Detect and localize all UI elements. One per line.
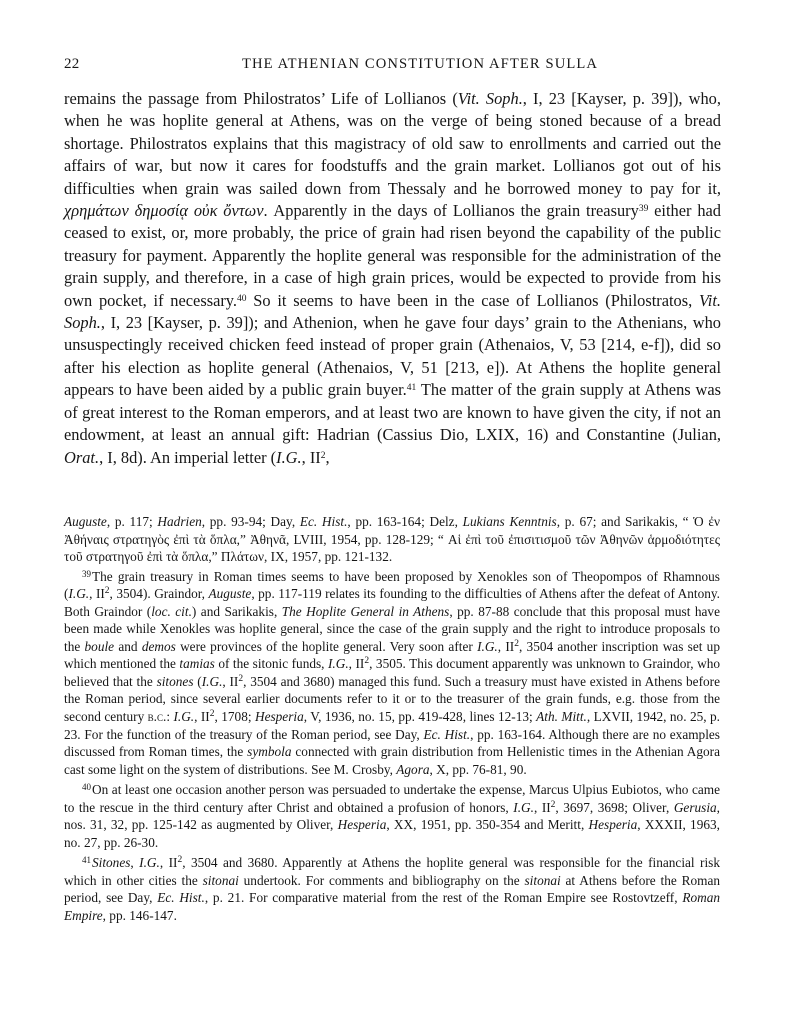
text-run: , I, 23 [Kayser, p. 39]); and Athenion, when he gave four days’ grain to the Athenians, who unsuspectingly received chicken feed instead of proper grain (Athenaios, V, 53 [214, e-f]), did so after his election as hoplite general (Athenaios, V, 51 [213, e]). At Athens the hoplite general appears to have been aided by a public grain buyer.: [64, 313, 721, 400]
italic-text: demos: [141, 638, 176, 654]
page-number: 22: [64, 56, 80, 72]
footnotes-section: [64, 513, 720, 925]
superscript: 2: [364, 656, 370, 667]
italic-text: symbola: [247, 744, 292, 760]
text-run: The matter of the grain supply at Athens was of great interest to the Roman emperors, and at least two are known to have given the city, if not an endowment, at least an annual gift: Hadrian (Cassius Dio, LXIX, 16) and Constantine (Julian,: [64, 380, 721, 445]
text-run: , XXXII, 1963, no. 27, pp. 26-30.: [64, 817, 720, 850]
text-run: , 3504 and 3680. Apparently at Athens the hoplite general was responsible for the financial risk which in other cities the: [64, 855, 720, 888]
text-run: , XX, 1951, pp. 350-354 and Meritt,: [386, 817, 589, 833]
text-run: , p. 117;: [106, 514, 158, 529]
text-run: ,: [130, 855, 140, 871]
text-run: . Apparently in the days of Lollianos the grain treasury: [263, 201, 639, 221]
italic-text: tamias: [179, 656, 215, 672]
text-run: , II: [301, 447, 321, 467]
superscript: 2: [209, 709, 215, 720]
italic-text: The Hoplite General in Athens: [281, 603, 450, 619]
text-run: , II: [159, 855, 178, 871]
text-run: On at least one occasion another person was persuaded to undertake the expense, Marcus Ulpius Eubiotos, who came to the rescue in the third century after Christ and obtained a profusion of honors,: [64, 782, 720, 815]
text-run: , II: [89, 586, 105, 602]
italic-text: Ath. Mitt.: [536, 709, 587, 725]
text-run: , pp. 93-94; Day,: [201, 514, 300, 529]
fn-41: [64, 852, 720, 924]
text-run: , 3505. This document apparently was unknown to Graindor, who believed that the: [64, 656, 720, 689]
text-run: (: [193, 673, 202, 689]
body-paragraph: [64, 88, 721, 469]
text-run: , p. 67; and Sarikakis, “ Ὁ ἐν Ἀθήναις στρατηγὸς ἐπὶ τὰ ὅπλα,” Ἀθηνᾶ, LVIII, 1954, pp. 128-129; “ Αἱ ἐπὶ τοῦ ἐπισιτισμοῦ τῶν Ἀθηνῶν ἁρμοδιότητες τοῦ στρατηγοῦ ἐπὶ τὰ ὅπλα,” Πλάτων, IX, 1957, pp. 121-132.: [64, 514, 720, 565]
text-run: , pp. 117-119 relates its founding to the difficulties of Athens after the defeat of Antony. Both Graindor (: [64, 586, 720, 619]
italic-text: I.G.: [327, 656, 349, 672]
text-run: , II: [533, 799, 551, 815]
italic-text: Hesperia: [588, 817, 638, 833]
footnote-marker: 39: [82, 568, 91, 579]
superscript: 2: [320, 450, 326, 461]
text-run: , V, 1936, no. 15, pp. 419-428, lines 12-13;: [303, 709, 537, 725]
superscript: 2: [550, 799, 556, 810]
italic-text: Agora: [396, 761, 430, 777]
text-run: , II: [194, 709, 210, 725]
italic-text: Vit. Soph.: [457, 89, 523, 108]
text-run: either had ceased to exist, or, more probably, the price of grain had risen beyond the capability of the public treasury for payment. Apparently the hoplite general was responsible for the administration of the grain supply, and therefore, in a case of high grain prices, would be expected to provide from his own pocket, if necessary.: [64, 201, 721, 310]
italic-text: Vit. Soph.: [64, 290, 722, 333]
text-run: , pp. 163-164; Delz,: [347, 514, 463, 529]
italic-text: I.G.: [513, 799, 534, 815]
text-run: , 3504 another inscription was set up which mentioned the: [64, 638, 720, 672]
italic-text: I.G.: [201, 673, 223, 689]
italic-text: loc. cit.: [151, 603, 192, 619]
running-title: THE ATHENIAN CONSTITUTION AFTER SULLA: [241, 56, 599, 72]
text-run: , II: [497, 638, 515, 654]
italic-text: Auguste: [64, 514, 107, 529]
italic-text: Sitones: [92, 855, 131, 871]
superscript: 39: [638, 204, 649, 215]
superscript: 2: [514, 638, 519, 649]
italic-text: Auguste: [208, 586, 252, 602]
italic-text: χρημάτων δημοσίᾳ οὐκ ὄντων: [64, 201, 264, 221]
text-run: undertook. For comments and bibliography on the: [238, 872, 525, 888]
italic-text: I.G.: [477, 638, 498, 654]
text-run: , pp. 87-88 conclude that this proposal must have been made while Xenokles was hoplite general, since the case of the grain supply and the right to introduce proposals to the: [64, 603, 720, 654]
text-run: were provinces of the hoplite general. Very soon after: [175, 638, 478, 654]
text-run: , I, 8d). An imperial letter (: [99, 447, 277, 467]
italic-text: Ec. Hist.: [157, 890, 205, 906]
text-run: , 3697, 3698; Oliver,: [555, 799, 674, 815]
text-run: , II: [222, 673, 239, 689]
text-run: , 3504). Graindor,: [109, 586, 209, 602]
italic-text: sitones: [156, 673, 194, 689]
small-caps-text: b.c.: [147, 709, 167, 725]
text-run: and: [114, 638, 142, 654]
italic-text: I.G.: [173, 709, 195, 725]
text-run: of the sitonic funds,: [214, 656, 328, 672]
superscript: 2: [104, 586, 110, 597]
italic-text: Orat.: [64, 447, 100, 467]
text-run: ,: [325, 447, 330, 467]
italic-text: I.G.: [139, 855, 160, 871]
text-run: , II: [348, 656, 365, 672]
italic-text: Hesperia: [254, 709, 304, 725]
italic-text: I.G.: [68, 586, 90, 602]
italic-text: Hesperia: [337, 817, 387, 833]
superscript: 41: [406, 383, 417, 394]
superscript: 40: [237, 293, 247, 304]
text-run: , 3504 and 3680) managed this fund. Such a treasury must have existed in Athens before the Roman period, since several earlier documents refer to it or to the treasurer of the grain funds, e.g. those from the second century: [64, 673, 720, 725]
text-run: , pp. 163-164. Although there are no examples discussed from Roman times, the: [64, 726, 720, 760]
text-run: at Athens before the Roman period, see Day,: [64, 872, 720, 906]
fn-cont: [64, 513, 720, 566]
text-run: , 1708;: [214, 709, 255, 725]
italic-text: Hadrien: [157, 514, 202, 529]
text-run: The grain treasury in Roman times seems to have been proposed by Xenokles son of Theopompos of Rhamnous (: [64, 568, 720, 602]
text-run: ) and Sarikakis,: [191, 603, 282, 619]
text-run: remains the passage from Philostratos’ Life of Lollianos (: [64, 89, 458, 108]
superscript: 2: [238, 673, 244, 684]
fn-39: [64, 566, 720, 779]
footnote-marker: 41: [82, 855, 91, 866]
fn-40: [64, 779, 720, 851]
superscript: 2: [177, 855, 183, 866]
text-run: So it seems to have been in the case of Lollianos (Philostratos,: [246, 290, 699, 310]
footnote-marker: 40: [82, 782, 91, 793]
text-run: , nos. 31, 32, pp. 125-142 as augmented by Oliver,: [64, 799, 720, 833]
italic-text: Ec. Hist.: [299, 514, 348, 529]
italic-text: sitonai: [202, 872, 239, 888]
main-text: [64, 88, 721, 469]
text-run: , X, pp. 76-81, 90.: [429, 761, 527, 777]
text-run: , p. 21. For comparative material from the rest of the Roman Empire see Rostovtzeff,: [204, 890, 683, 906]
italic-text: Roman Empire: [64, 890, 720, 924]
italic-text: sitonai: [524, 872, 561, 888]
text-run: , pp. 146-147.: [102, 908, 177, 924]
text-run: connected with grain distribution from Hellenistic times in the Athenian Agora cast some light on the system of distributions. See M. Crosby,: [64, 744, 720, 777]
text-run: , I, 23 [Kayser, p. 39]), who, when he was hoplite general at Athens, was on the verge of being stoned because of a bread shortage. Philostratos explains that this magistracy of old saw to enrollments and carried out the affairs of war, but now it cares for foodstuffs and the grain market. Lollianos got out of his difficulties when grain was sailed down from Thessaly and he borrowed money to pay for it,: [64, 89, 721, 198]
italic-text: Ec. Hist.: [423, 726, 471, 742]
text-run: :: [166, 709, 174, 725]
italic-text: I.G.: [276, 447, 302, 467]
italic-text: Gerusia: [673, 799, 717, 815]
italic-text: Lukians Kenntnis: [462, 514, 557, 529]
italic-text: boule: [84, 638, 115, 654]
text-run: , LXVII, 1942, no. 25, p. 23. For the function of the treasury of the Roman period, see Day,: [64, 709, 720, 742]
